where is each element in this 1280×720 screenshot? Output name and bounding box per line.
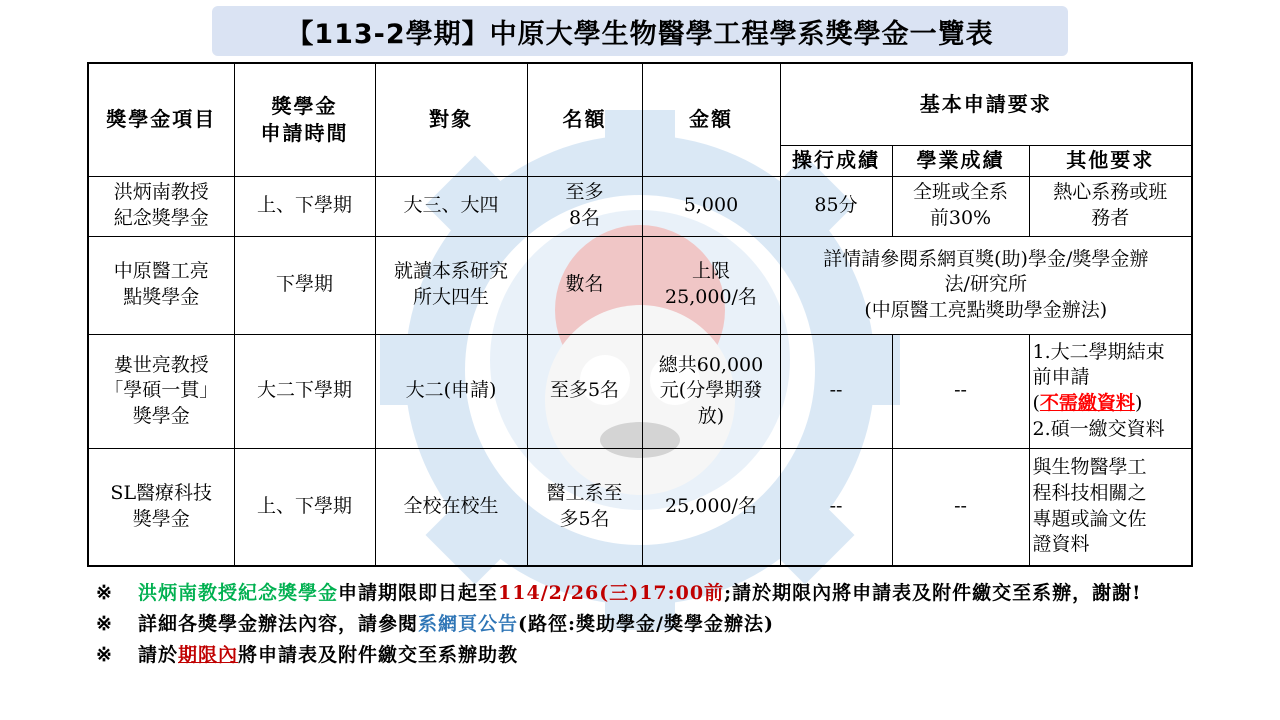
header-time: 獎學金 申請時間 bbox=[234, 63, 375, 176]
cell-item: 婁世亮教授 「學碩一貫」 獎學金 bbox=[88, 334, 234, 448]
cell-amount: 總共60,000 元(分學期發 放) bbox=[642, 334, 780, 448]
cell-time: 大二下學期 bbox=[234, 334, 375, 448]
cell-quota: 數名 bbox=[527, 236, 642, 334]
cell-quota: 醫工系至 多5名 bbox=[527, 448, 642, 566]
page-title: 【113-2學期】中原大學生物醫學工程學系獎學金一覽表 bbox=[212, 6, 1068, 56]
cell-academic: -- bbox=[892, 448, 1029, 566]
table-row bbox=[88, 448, 1192, 566]
table-row bbox=[88, 176, 1192, 236]
note-mark: ※ bbox=[96, 644, 113, 666]
header-amount: 金額 bbox=[642, 63, 780, 176]
cell-conduct: -- bbox=[780, 334, 892, 448]
table-row bbox=[88, 236, 1192, 334]
cell-target: 大二(申請) bbox=[375, 334, 527, 448]
cell-other: 熱心系務或班 務者 bbox=[1029, 176, 1192, 236]
header-academic: 學業成績 bbox=[892, 145, 1029, 176]
header-requirements: 基本申請要求 bbox=[780, 63, 1192, 145]
note-mark: ※ bbox=[96, 613, 113, 635]
scholarship-table bbox=[87, 62, 1193, 567]
note-deadline-date: 114/2/26(三)17:00前 bbox=[498, 582, 725, 604]
cell-target: 大三、大四 bbox=[375, 176, 527, 236]
cell-other: 1.大二學期結束 前申請 (不需繳資料) 2.碩一繳交資料 bbox=[1029, 334, 1192, 448]
cell-item: SL醫療科技 獎學金 bbox=[88, 448, 234, 566]
header-item: 獎學金項目 bbox=[88, 63, 234, 176]
note-submit: ※ 請於期限內將申請表及附件繳交至系辦助教 bbox=[96, 640, 1216, 671]
header-conduct: 操行成績 bbox=[780, 145, 892, 176]
cell-target: 就讀本系研究 所大四生 bbox=[375, 236, 527, 334]
cell-item: 洪炳南教授 紀念獎學金 bbox=[88, 176, 234, 236]
notes bbox=[96, 578, 1216, 671]
cell-amount: 上限 25,000/名 bbox=[642, 236, 780, 334]
cell-amount: 25,000/名 bbox=[642, 448, 780, 566]
cell-conduct: 85分 bbox=[780, 176, 892, 236]
header-target: 對象 bbox=[375, 63, 527, 176]
header-other: 其他要求 bbox=[1029, 145, 1192, 176]
note-within-deadline: 期限內 bbox=[178, 644, 239, 666]
cell-time: 上、下學期 bbox=[234, 176, 375, 236]
cell-item: 中原醫工亮 點獎學金 bbox=[88, 236, 234, 334]
cell-academic: 全班或全系 前30% bbox=[892, 176, 1029, 236]
cell-quota: 至多 8名 bbox=[527, 176, 642, 236]
cell-other: 與生物醫學工 程科技相關之 專題或論文佐 證資料 bbox=[1029, 448, 1192, 566]
no-documents-required-text: 不需繳資料 bbox=[1039, 392, 1135, 414]
cell-quota: 至多5名 bbox=[527, 334, 642, 448]
header-quota: 名額 bbox=[527, 63, 642, 176]
note-details: ※ 詳細各獎學金辦法內容，請參閱系網頁公告(路徑:獎助學金/獎學金辦法) bbox=[96, 609, 1216, 640]
cell-target: 全校在校生 bbox=[375, 448, 527, 566]
cell-requirements-merged: 詳情請參閱系網頁獎(助)學金/獎學金辦 法/研究所 (中原醫工亮點獎助學金辦法) bbox=[780, 236, 1192, 334]
note-mark: ※ bbox=[96, 582, 113, 604]
table-row bbox=[88, 334, 1192, 448]
cell-conduct: -- bbox=[780, 448, 892, 566]
cell-time: 下學期 bbox=[234, 236, 375, 334]
website-announcement-link[interactable]: 系網頁公告 bbox=[418, 613, 519, 635]
cell-academic: -- bbox=[892, 334, 1029, 448]
note-scholarship-name: 洪炳南教授紀念獎學金 bbox=[138, 582, 339, 604]
note-deadline: ※ 洪炳南教授紀念獎學金申請期限即日起至114/2/26(三)17:00前;請於期限內將申請表及附件繳交至系辦，謝謝! bbox=[96, 578, 1216, 609]
cell-time: 上、下學期 bbox=[234, 448, 375, 566]
cell-amount: 5,000 bbox=[642, 176, 780, 236]
